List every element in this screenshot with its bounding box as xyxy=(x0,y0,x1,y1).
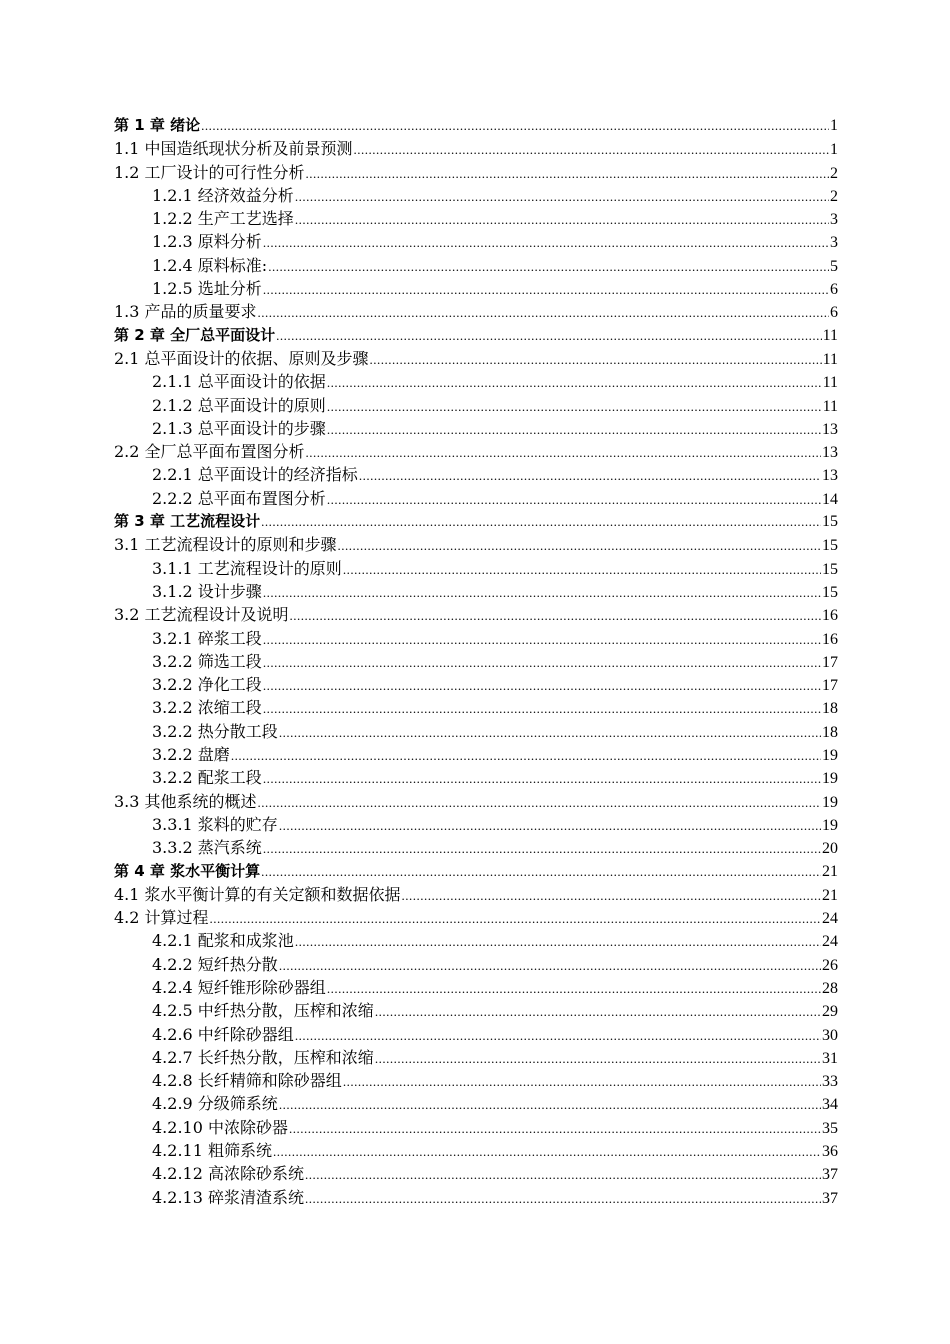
toc-entry-page-number: 20 xyxy=(822,840,838,858)
toc-entry-title: 3.2.2 盘磨 xyxy=(152,745,230,765)
toc-entry-sub[interactable] xyxy=(114,184,838,207)
toc-entry-title: 1.2.5 选址分析 xyxy=(152,279,262,299)
toc-entry-sub[interactable] xyxy=(114,836,838,859)
toc-entry-sub[interactable] xyxy=(114,766,838,789)
toc-entry-section[interactable] xyxy=(114,300,838,323)
toc-entry-page-number: 24 xyxy=(822,933,838,951)
toc-entry-page-number: 16 xyxy=(822,607,838,625)
toc-entry-page-number: 37 xyxy=(822,1189,838,1207)
toc-entry-title: 3.2.2 净化工段 xyxy=(152,675,262,695)
toc-dot-leader xyxy=(295,208,829,231)
toc-entry-page-number: 30 xyxy=(822,1026,838,1044)
toc-entry-title: 2.1.1 总平面设计的依据 xyxy=(152,372,326,392)
toc-entry-page-number: 21 xyxy=(822,862,838,880)
toc-entry-title: 3.1.2 设计步骤 xyxy=(152,581,262,601)
toc-entry-page-number: 26 xyxy=(822,956,838,974)
toc-entry-page-number: 17 xyxy=(822,677,838,695)
toc-entry-sub[interactable] xyxy=(114,1116,838,1139)
toc-entry-title: 4.2.13 碎浆清渣系统 xyxy=(152,1187,304,1207)
toc-dot-leader xyxy=(305,1187,821,1210)
toc-entry-page-number: 11 xyxy=(822,374,838,392)
toc-entry-sub[interactable] xyxy=(114,627,838,650)
toc-entry-title: 3.2.2 筛选工段 xyxy=(152,651,262,671)
toc-entry-sub[interactable] xyxy=(114,999,838,1022)
toc-entry-chapter[interactable] xyxy=(114,324,838,347)
toc-entry-title: 3.1 工艺流程设计的原则和步骤 xyxy=(114,535,337,555)
toc-entry-title: 4.2.9 分级筛系统 xyxy=(152,1094,278,1114)
toc-dot-leader xyxy=(263,674,821,697)
toc-entry-title: 3.2 工艺流程设计及说明 xyxy=(114,605,289,625)
toc-entry-page-number: 36 xyxy=(822,1143,838,1161)
toc-entry-title: 1.2.2 生产工艺选择 xyxy=(152,209,294,229)
toc-entry-sub[interactable] xyxy=(114,650,838,673)
toc-entry-title: 1.2 工厂设计的可行性分析 xyxy=(114,162,305,182)
toc-entry-sub[interactable] xyxy=(114,254,838,277)
toc-dot-leader xyxy=(354,138,829,161)
toc-entry-page-number: 11 xyxy=(822,350,838,368)
toc-entry-title: 4.2.7 长纤热分散，压榨和浓缩 xyxy=(152,1047,374,1067)
toc-entry-page-number: 1 xyxy=(830,117,838,134)
toc-entry-title: 2.1.3 总平面设计的步骤 xyxy=(152,418,326,438)
toc-dot-leader xyxy=(295,1024,821,1047)
toc-dot-leader xyxy=(231,744,821,767)
toc-dot-leader xyxy=(273,1140,821,1163)
toc-entry-section[interactable] xyxy=(114,533,838,556)
toc-entry-title: 1.3 产品的质量要求 xyxy=(114,302,257,322)
toc-entry-title: 3.3.1 浆料的贮存 xyxy=(152,814,278,834)
toc-entry-sub[interactable] xyxy=(114,1023,838,1046)
toc-entry-section[interactable] xyxy=(114,347,838,370)
toc-entry-title: 4.2 计算过程 xyxy=(114,908,209,928)
toc-dot-leader xyxy=(402,884,821,907)
toc-entry-sub[interactable] xyxy=(114,1092,838,1115)
toc-dot-leader xyxy=(201,114,829,137)
toc-entry-page-number: 24 xyxy=(822,910,838,928)
toc-dot-leader xyxy=(261,860,821,883)
toc-dot-leader xyxy=(276,324,821,347)
toc-entry-page-number: 35 xyxy=(822,1119,838,1137)
toc-entry-page-number: 15 xyxy=(822,560,838,578)
toc-dot-leader xyxy=(279,814,821,837)
toc-dot-leader xyxy=(279,721,821,744)
toc-entry-sub[interactable] xyxy=(114,580,838,603)
toc-entry-page-number: 11 xyxy=(822,326,838,344)
toc-entry-title: 4.2.1 配浆和成浆池 xyxy=(152,931,294,951)
toc-dot-leader xyxy=(295,930,821,953)
toc-entry-page-number: 11 xyxy=(822,397,838,415)
toc-entry-title: 1.1 中国造纸现状分析及前景预测 xyxy=(114,139,353,159)
toc-entry-title: 第 2 章 全厂总平面设计 xyxy=(114,325,276,344)
toc-dot-leader xyxy=(261,510,821,533)
toc-dot-leader xyxy=(258,301,829,324)
toc-entry-sub[interactable] xyxy=(114,743,838,766)
toc-entry-sub[interactable] xyxy=(114,1139,838,1162)
toc-dot-leader xyxy=(263,581,821,604)
toc-entry-title: 1.2.4 原料标准: xyxy=(152,255,268,275)
toc-entry-title: 2.1 总平面设计的依据、原则及步骤 xyxy=(114,348,369,368)
toc-entry-title: 4.1 浆水平衡计算的有关定额和数据依据 xyxy=(114,884,401,904)
toc-entry-page-number: 18 xyxy=(822,723,838,741)
toc-entry-page-number: 15 xyxy=(822,513,838,531)
toc-entry-page-number: 1 xyxy=(830,141,838,159)
toc-entry-sub[interactable] xyxy=(114,1162,838,1185)
toc-entry-title: 3.2.2 热分散工段 xyxy=(152,721,278,741)
toc-entry-title: 4.2.5 中纤热分散，压榨和浓缩 xyxy=(152,1001,374,1021)
toc-dot-leader xyxy=(268,255,829,278)
toc-entry-sub[interactable] xyxy=(114,394,838,417)
toc-entry-title: 3.2.2 配浆工段 xyxy=(152,768,262,788)
toc-entry-page-number: 16 xyxy=(822,630,838,648)
toc-entry-sub[interactable] xyxy=(114,696,838,719)
toc-dot-leader xyxy=(306,162,829,185)
toc-entry-page-number: 6 xyxy=(830,304,838,322)
toc-dot-leader xyxy=(343,1070,821,1093)
toc-entry-sub[interactable] xyxy=(114,929,838,952)
toc-entry-title: 3.2.2 浓缩工段 xyxy=(152,698,262,718)
toc-dot-leader xyxy=(263,767,821,790)
toc-entry-section[interactable] xyxy=(114,790,838,813)
toc-dot-leader xyxy=(263,231,829,254)
toc-entry-page-number: 37 xyxy=(822,1166,838,1184)
toc-entry-sub[interactable] xyxy=(114,463,838,486)
toc-entry-page-number: 2 xyxy=(830,164,838,182)
toc-entry-title: 2.2.1 总平面设计的经济指标 xyxy=(152,465,358,485)
toc-dot-leader xyxy=(343,558,821,581)
toc-entry-title: 2.1.2 总平面设计的原则 xyxy=(152,395,326,415)
toc-entry-title: 2.2 全厂总平面布置图分析 xyxy=(114,442,305,462)
toc-entry-section[interactable] xyxy=(114,161,838,184)
toc-dot-leader xyxy=(370,348,822,371)
toc-dot-leader xyxy=(327,418,821,441)
toc-entry-title: 3.2.1 碎浆工段 xyxy=(152,628,262,648)
toc-entry-sub[interactable] xyxy=(114,813,838,836)
toc-entry-page-number: 13 xyxy=(822,444,838,462)
toc-dot-leader xyxy=(375,1047,821,1070)
toc-dot-leader xyxy=(289,1117,821,1140)
toc-dot-leader xyxy=(279,954,821,977)
toc-entry-page-number: 2 xyxy=(830,187,838,205)
toc-entry-page-number: 15 xyxy=(822,583,838,601)
toc-dot-leader xyxy=(327,488,821,511)
toc-entry-page-number: 19 xyxy=(822,816,838,834)
toc-entry-sub[interactable] xyxy=(114,1046,838,1069)
toc-entry-page-number: 3 xyxy=(830,211,838,229)
toc-entry-page-number: 13 xyxy=(822,420,838,438)
toc-dot-leader xyxy=(279,1093,821,1116)
toc-entry-title: 第 3 章 工艺流程设计 xyxy=(114,512,261,531)
toc-entry-page-number: 34 xyxy=(822,1096,838,1114)
toc-entry-page-number: 5 xyxy=(830,257,838,275)
toc-entry-page-number: 6 xyxy=(830,281,838,299)
toc-entry-sub[interactable] xyxy=(114,557,838,580)
toc-entry-sub[interactable] xyxy=(114,487,838,510)
toc-entry-sub[interactable] xyxy=(114,1069,838,1092)
toc-entry-title: 4.2.11 粗筛系统 xyxy=(152,1141,272,1161)
toc-entry-page-number: 29 xyxy=(822,1003,838,1021)
toc-entry-page-number: 3 xyxy=(830,234,838,252)
toc-entry-sub[interactable] xyxy=(114,417,838,440)
toc-dot-leader xyxy=(295,185,829,208)
toc-entry-title: 3.1.1 工艺流程设计的原则 xyxy=(152,558,342,578)
toc-entry-page-number: 13 xyxy=(822,467,838,485)
toc-entry-sub[interactable] xyxy=(114,1186,838,1209)
toc-entry-sub[interactable] xyxy=(114,207,838,230)
toc-dot-leader xyxy=(327,977,821,1000)
toc-dot-leader xyxy=(263,651,821,674)
toc-entry-title: 第 1 章 绪论 xyxy=(114,116,201,134)
toc-dot-leader xyxy=(263,697,821,720)
toc-entry-page-number: 14 xyxy=(822,490,838,508)
toc-entry-title: 第 4 章 浆水平衡计算 xyxy=(114,861,261,880)
toc-entry-sub[interactable] xyxy=(114,953,838,976)
toc-entry-title: 3.3 其他系统的概述 xyxy=(114,791,257,811)
toc-entry-section[interactable] xyxy=(114,440,838,463)
toc-entry-page-number: 15 xyxy=(822,537,838,555)
toc-dot-leader xyxy=(305,1163,821,1186)
toc-entry-title: 4.2.10 中浓除砂器 xyxy=(152,1117,288,1137)
toc-dot-leader xyxy=(263,628,821,651)
toc-entry-title: 4.2.2 短纤热分散 xyxy=(152,954,278,974)
toc-entry-chapter[interactable] xyxy=(114,860,838,883)
toc-entry-page-number: 31 xyxy=(822,1049,838,1067)
toc-entry-section[interactable] xyxy=(114,883,838,906)
toc-dot-leader xyxy=(290,604,821,627)
toc-dot-leader xyxy=(263,837,821,860)
toc-entry-sub[interactable] xyxy=(114,976,838,999)
toc-entry-page-number: 19 xyxy=(822,770,838,788)
toc-dot-leader xyxy=(338,534,821,557)
toc-entry-section[interactable] xyxy=(114,906,838,929)
toc-dot-leader xyxy=(375,1000,821,1023)
toc-dot-leader xyxy=(327,395,822,418)
toc-entry-page-number: 33 xyxy=(822,1073,838,1091)
toc-entry-section[interactable] xyxy=(114,137,838,160)
toc-entry-page-number: 18 xyxy=(822,700,838,718)
toc-dot-leader xyxy=(306,441,821,464)
toc-dot-leader xyxy=(263,278,829,301)
toc-entry-page-number: 19 xyxy=(822,747,838,765)
toc-entry-chapter[interactable] xyxy=(114,114,838,137)
toc-dot-leader xyxy=(359,464,821,487)
toc-entry-title: 4.2.8 长纤精筛和除砂器组 xyxy=(152,1071,342,1091)
toc-entry-sub[interactable] xyxy=(114,720,838,743)
toc-entry-title: 4.2.6 中纤除砂器组 xyxy=(152,1024,294,1044)
toc-entry-sub[interactable] xyxy=(114,277,838,300)
toc-dot-leader xyxy=(327,371,822,394)
toc-dot-leader xyxy=(210,907,821,930)
toc-entry-title: 1.2.3 原料分析 xyxy=(152,232,262,252)
toc-entry-title: 4.2.4 短纤锥形除砂器组 xyxy=(152,977,326,997)
toc-entry-page-number: 21 xyxy=(822,886,838,904)
toc-entry-title: 1.2.1 经济效益分析 xyxy=(152,185,294,205)
toc-entry-page-number: 19 xyxy=(822,793,838,811)
toc-entry-title: 2.2.2 总平面布置图分析 xyxy=(152,488,326,508)
toc-entry-sub[interactable] xyxy=(114,673,838,696)
toc-entry-chapter[interactable] xyxy=(114,510,838,533)
toc-entry-title: 4.2.12 高浓除砂系统 xyxy=(152,1164,304,1184)
toc-entry-section[interactable] xyxy=(114,603,838,626)
toc-entry-page-number: 17 xyxy=(822,653,838,671)
toc-entry-title: 3.3.2 蒸汽系统 xyxy=(152,838,262,858)
table-of-contents xyxy=(114,114,838,1209)
toc-dot-leader xyxy=(258,791,821,814)
toc-entry-page-number: 28 xyxy=(822,979,838,997)
toc-entry-sub[interactable] xyxy=(114,370,838,393)
toc-entry-sub[interactable] xyxy=(114,230,838,253)
